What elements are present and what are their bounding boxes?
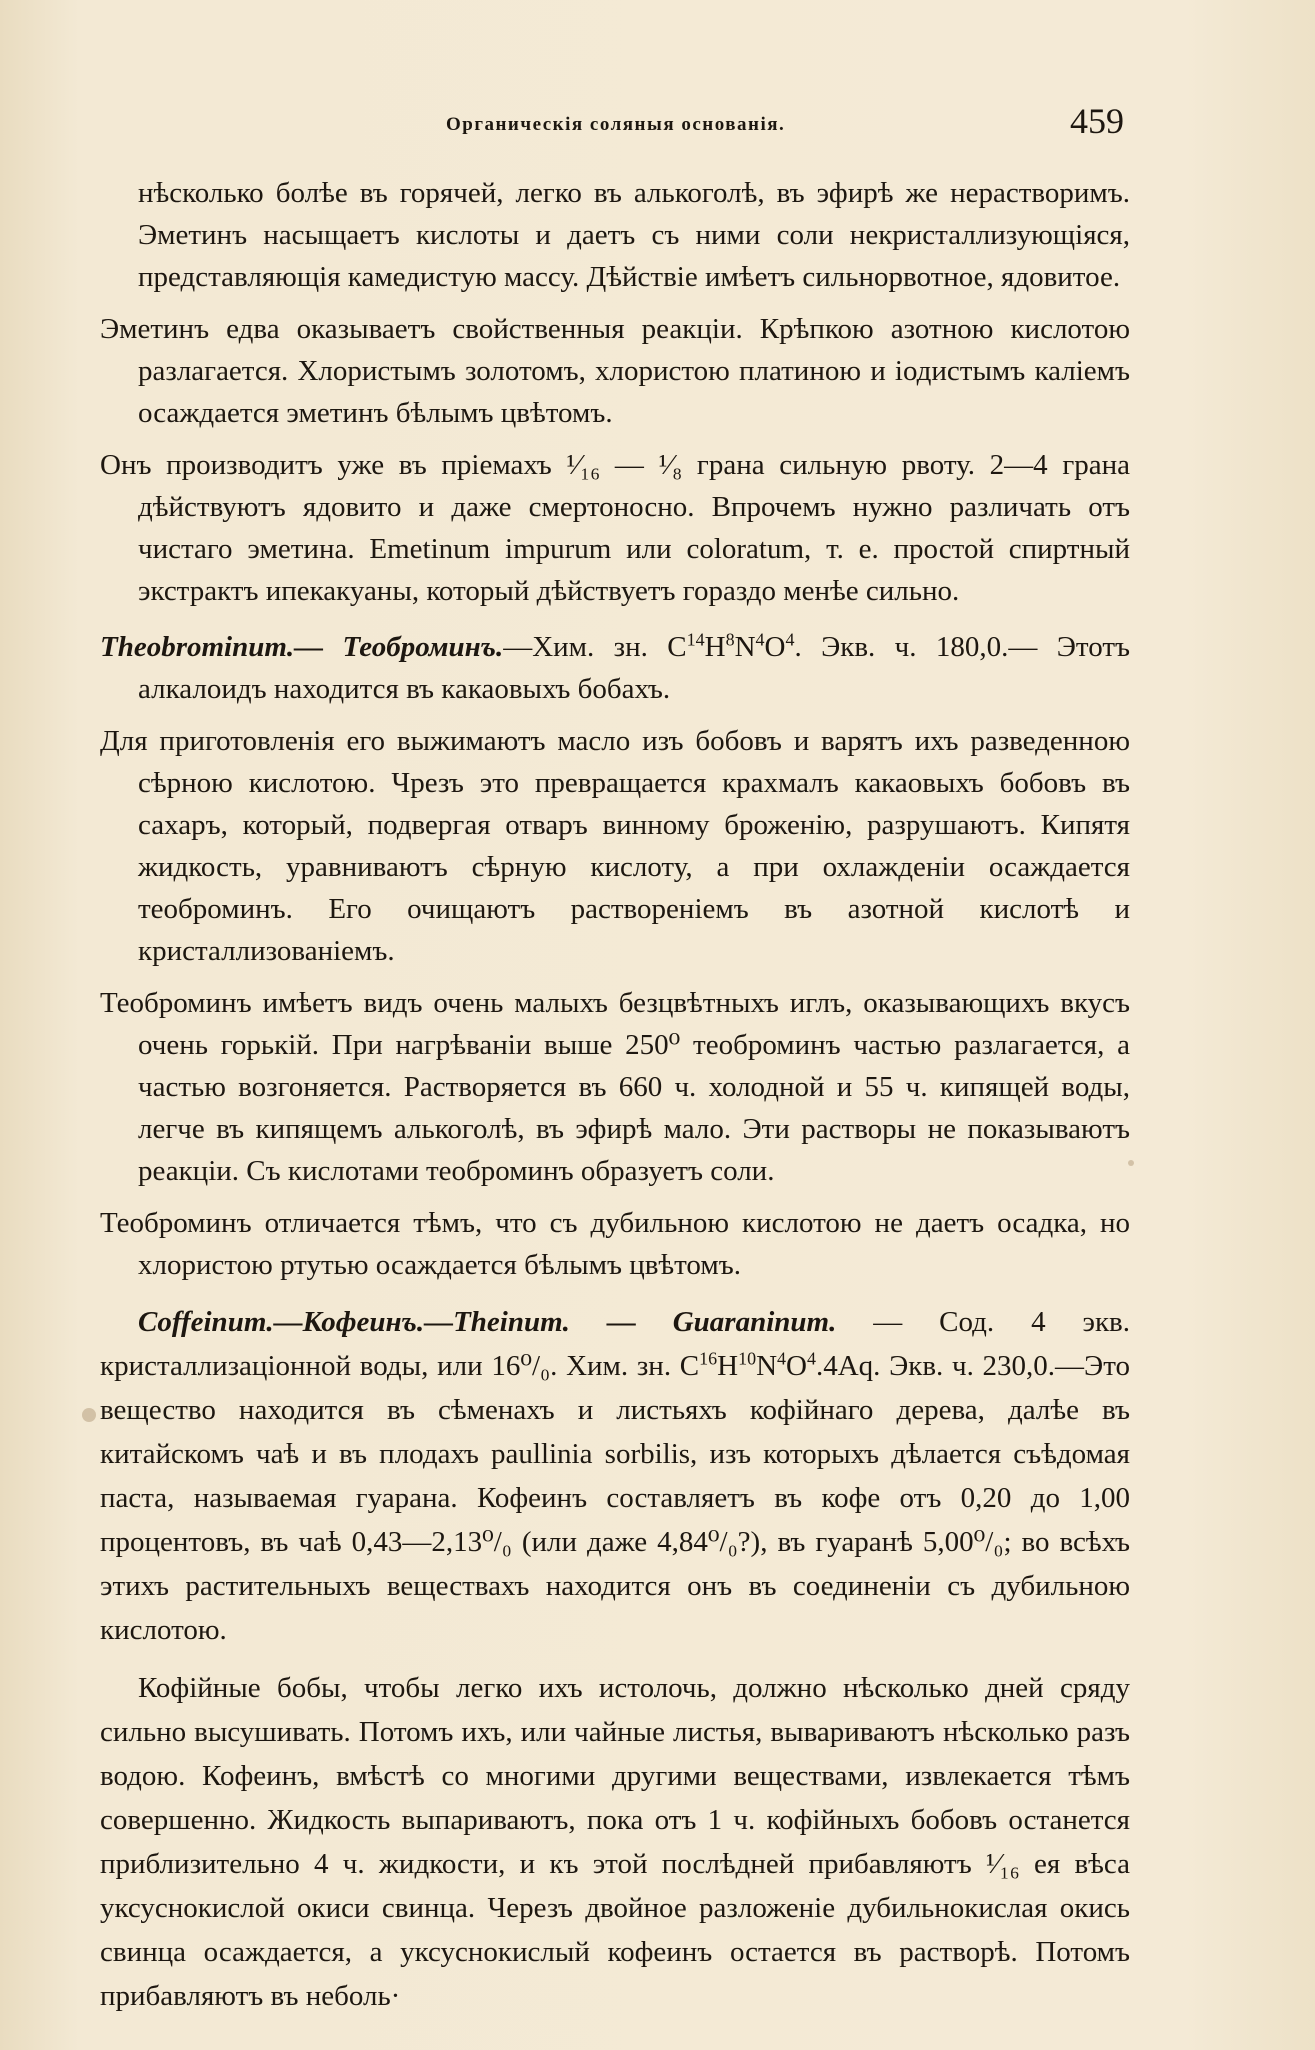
formula-c-count: 16	[699, 1348, 718, 1369]
paragraph-theobromine-intro: Theobrominum.— Теоброминъ.—Хим. зн. $C^{14}H^8N^4O^4$. Экв. ч. 180,0.— Этотъ алкалоидъ находится въ какаовыхъ бобахъ.	[100, 629, 1131, 705]
paper-stain	[1128, 1160, 1134, 1166]
formula-n-count: 4	[755, 629, 765, 650]
formula-o-count: 4	[806, 1348, 816, 1369]
dosage-text-dash: —	[600, 449, 659, 481]
theobromine-formula-prefix: —Хим. зн. C	[503, 631, 687, 663]
caffeine-prep-before: Кофійные бобы, чтобы легко ихъ истолочь, должно нѣсколько дней сряду сильно высушивать. Потомъ ихъ, или чайные листья, вывариваютъ нѣсколько разъ водою. Кофеинъ, вмѣстѣ со многими другими веществами, извлекается тѣмъ совершенно. Жидкость выпариваютъ, пока отъ 1 ч. кофійныхъ бобовъ останется приблизительно 4 ч. жидкости, и къ этой послѣдней прибавляютъ	[100, 1672, 1130, 1880]
formula-c-count: 14	[686, 629, 705, 650]
theobromine-intro-rest: . Экв. ч. 180,0.— Этотъ алкалоидъ находится въ какаовыхъ бобахъ.	[138, 631, 1131, 705]
caffeine-heading: Coffeinum.—Кофеинъ.—Theinum. — Guaraninum.	[138, 1306, 837, 1338]
paragraph-emetine-dosage	[100, 444, 1130, 612]
formula-n-count: 4	[777, 1348, 787, 1369]
paragraph-emetine-reactions: Эметинъ едва оказываетъ свойственныя реакціи. Крѣпкою азотною кислотою разлагается. Хлористымъ золотомъ, хлористою платиною и іодистымъ каліемъ осаждается эметинъ бѣлымъ цвѣтомъ.	[100, 313, 1130, 429]
caffeine-text-second: .4Aq. Экв. ч. 230,0.—Это вещество находится въ сѣменахъ и листьяхъ кофійнаго дерева, далѣе въ китайскомъ чаѣ и въ плодахъ paullinia sorbilis, изъ которыхъ дѣлается съѣдомая паста, называемая гуарана. Кофеинъ составляетъ въ кофе отъ 0,20 до 1,00 процентовъ, въ чаѣ 0,43—2,13⁰/₀ (или даже 4,84⁰/₀?), въ гуаранѣ 5,00⁰/₀; во всѣхъ этихъ растительныхъ веществахъ находится онъ въ соединеніи съ дубильною кислотою.	[100, 1350, 1130, 1646]
caffeine-prep-after: ея вѣса уксуснокислой окиси свинца. Черезъ двойное разложеніе дубильнокислая окись свинца осаждается, а уксуснокислый кофеинъ остается въ растворѣ. Потомъ прибавляютъ въ неболь·	[100, 1848, 1131, 2012]
formula-h-count: 10	[738, 1348, 757, 1369]
running-title: Органическія соляныя основанія.	[446, 114, 786, 135]
formula-o-count: 4	[785, 629, 795, 650]
page-body	[100, 172, 1130, 2032]
dosage-text-before: Онъ производитъ уже въ пріемахъ	[100, 449, 567, 481]
paragraph-theobromine-properties: Теоброминъ имѣетъ видъ очень малыхъ безцвѣтныхъ иглъ, оказывающихъ вкусъ очень горькій. При нагрѣваніи выше 250⁰ теоброминъ частью разлагается, а частью возгоняется. Растворяется въ 660 ч. холодной и 55 ч. кипящей воды, легче въ кипящемъ алькоголѣ, въ эфирѣ мало. Эти растворы не показываютъ реакціи. Съ кислотами теоброминъ образуетъ соли.	[100, 987, 1130, 1187]
fraction-one-sixteenth: ¹⁄₁₆	[566, 449, 601, 481]
dosage-text-after: грана сильную рвоту. 2—4 грана дѣйствуютъ ядовито и даже смертоносно. Впрочемъ нужно различать отъ чистаго эметина. Emetinum impurum или coloratum, т. е. простой спиртный экстрактъ ипекакуаны, который дѣйствуетъ гораздо менѣе сильно.	[138, 449, 1131, 607]
paper-stain	[82, 1408, 96, 1422]
paragraph-emetine-solubility: нѣсколько болѣе въ горячей, легко въ алькоголѣ, въ эфирѣ же нерастворимъ. Эметинъ насыщаетъ кислоты и даетъ съ ними соли некристаллизующіяся, представляющія камедистую массу. Дѣйствіе имѣетъ сильнорвотное, ядовитое.	[138, 177, 1130, 293]
paragraph-caffeine-preparation	[100, 1666, 1130, 2018]
fraction-one-sixteenth: ¹⁄₁₆	[985, 1848, 1020, 1880]
paragraph-theobromine-distinction: Теоброминъ отличается тѣмъ, что съ дубильною кислотою не даетъ осадка, но хлористою ртутью осаждается бѣлымъ цвѣтомъ.	[100, 1207, 1130, 1281]
theobromine-heading: Theobrominum.— Теоброминъ.	[100, 631, 504, 663]
paragraph-caffeine-intro: Coffeinum.—Кофеинъ.—Theinum. — Guaraninum. — Сод. 4 экв. кристаллизаціонной воды, или 16⁰/₀. Хим. зн. $C^{16}H^{10}N^4O^4.4Aq$. Экв. ч. 230,0.—Это вещество находится въ сѣменахъ и листьяхъ кофійнаго дерева, далѣе въ китайскомъ чаѣ и въ плодахъ paullinia sorbilis, изъ которыхъ дѣлается съѣдомая паста, называемая гуарана. Кофеинъ составляетъ въ кофе отъ 0,20 до 1,00 процентовъ, въ чаѣ 0,43—2,13⁰/₀ (или даже 4,84⁰/₀?), въ гуаранѣ 5,00⁰/₀; во всѣхъ этихъ растительныхъ веществахъ находится онъ въ соединеніи съ дубильною кислотою.	[100, 1306, 1130, 1646]
fraction-one-eighth: ¹⁄₈	[658, 449, 683, 481]
paragraph-theobromine-preparation: Для приготовленія его выжимаютъ масло изъ бобовъ и варятъ ихъ разведенною сѣрною кислотою. Чрезъ это превращается крахмалъ какаовыхъ бобовъ въ сахаръ, который, подвергая отваръ винному броженію, разрушаютъ. Кипятя жидкость, уравниваютъ сѣрную кислоту, а при охлажденіи осаждается теоброминъ. Его очищаютъ раствореніемъ въ азотной кислотѣ и кристаллизованіемъ.	[100, 725, 1130, 967]
page-header	[0, 92, 1315, 152]
formula-h-count: 8	[725, 629, 735, 650]
caffeine-text-first: — Сод. 4 экв. кристаллизаціонной воды, или 16⁰/₀. Хим. зн. C	[100, 1306, 1130, 1382]
page-number: 459	[1070, 101, 1124, 141]
